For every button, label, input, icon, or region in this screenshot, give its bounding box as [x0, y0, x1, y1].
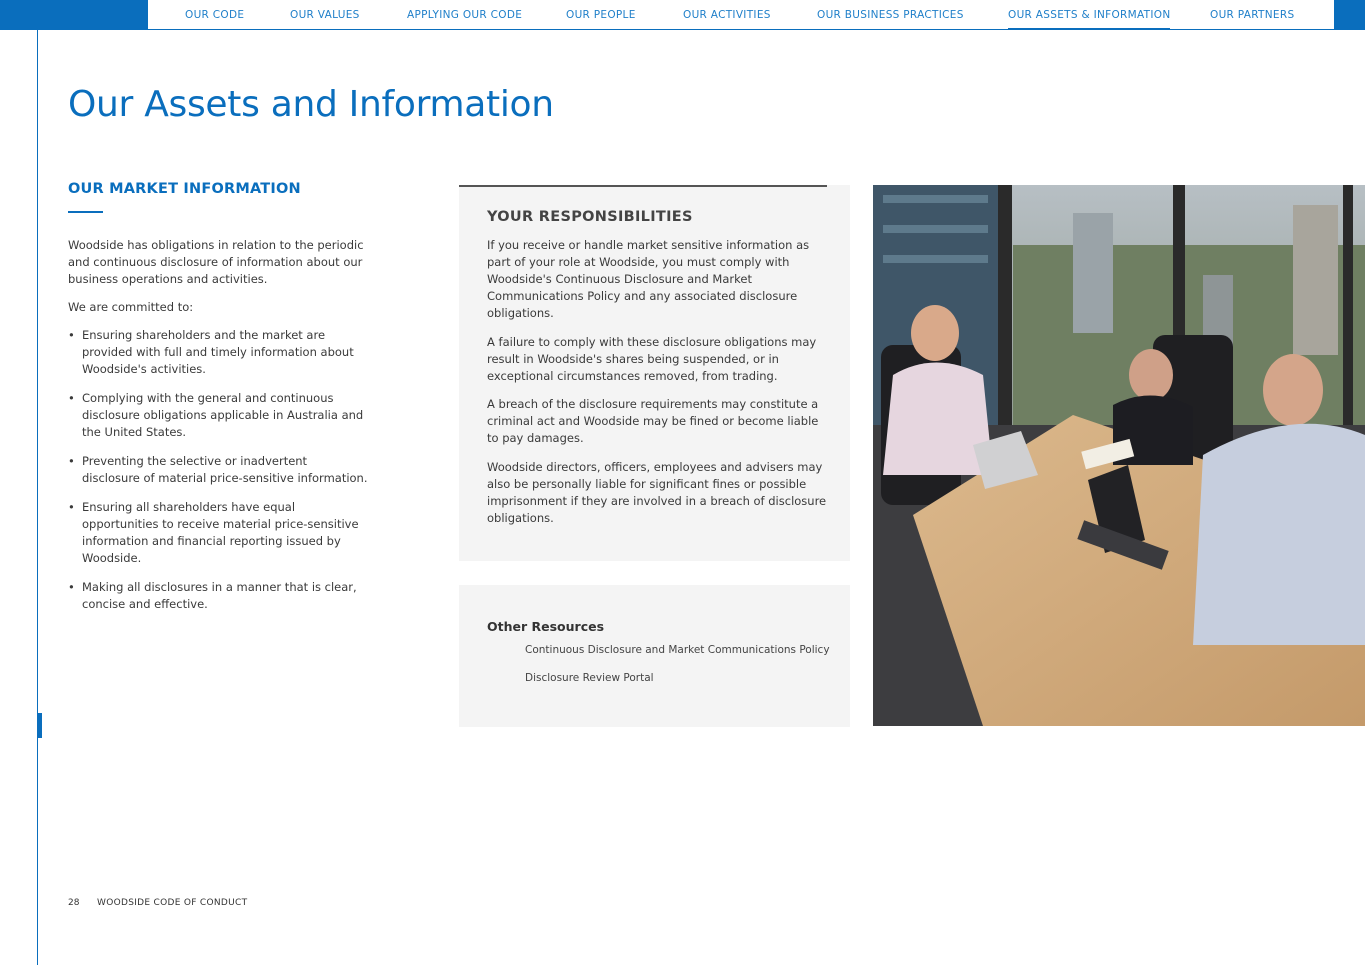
- other-resources-panel: [459, 585, 850, 727]
- bullet-icon: •: [68, 500, 75, 514]
- list-item: • Ensuring shareholders and the market are provided with full and timely information about Woodside's activities.: [68, 328, 354, 376]
- responsibilities-paragraph: A failure to comply with these disclosure obligations may result in Woodside's shares being suspended, or in exceptional circumstances removed, from trading.: [487, 334, 817, 383]
- responsibilities-paragraph: A breach of the disclosure requirements may constitute a criminal act and Woodside may be fined or become liable to pay damages.: [487, 397, 819, 445]
- resource-link-disclosure-portal[interactable]: Disclosure Review Portal: [525, 672, 654, 684]
- list-item: • Preventing the selective or inadvertent disclosure of material price-sensitive information.: [68, 454, 368, 485]
- nav-item-our-code[interactable]: OUR CODE: [185, 9, 245, 21]
- bullet-icon: •: [68, 391, 75, 405]
- bullet-icon: •: [68, 328, 75, 342]
- top-nav: [148, 0, 1334, 30]
- nav-item-applying-our-code[interactable]: APPLYING OUR CODE: [407, 9, 523, 21]
- market-info-body: [68, 237, 368, 625]
- page-title: Our Assets and Information: [68, 84, 554, 125]
- responsibilities-paragraph: Woodside directors, officers, employees and advisers may also be personally liable for significant fines or possible imprisonment if they are involved in a breach of disclosure obligations.: [487, 459, 827, 525]
- responsibilities-body: [487, 237, 832, 538]
- responsibilities-paragraph: If you receive or handle market sensitive information as part of your role at Woodside, you must comply with Woodside's Continuous Disclosure and Market Communications Policy and any associated disclosure obligations.: [487, 238, 810, 320]
- other-resources-heading: Other Resources: [487, 619, 605, 634]
- nav-item-our-activities[interactable]: OUR ACTIVITIES: [683, 9, 771, 21]
- list-item: • Complying with the general and continuous disclosure obligations applicable in Australia and the United States.: [68, 391, 364, 439]
- responsibilities-top-rule: [459, 185, 827, 187]
- document-title: WOODSIDE CODE OF CONDUCT: [97, 898, 248, 908]
- nav-item-our-assets-information[interactable]: OUR ASSETS & INFORMATION: [1008, 9, 1170, 30]
- committed-text: We are committed to:: [68, 300, 194, 314]
- commitment-list: [68, 327, 368, 613]
- nav-left-block: [0, 0, 148, 30]
- page-number: 28: [68, 898, 80, 908]
- nav-item-our-partners[interactable]: OUR PARTNERS: [1210, 9, 1295, 21]
- nav-item-our-business-practices[interactable]: OUR BUSINESS PRACTICES: [817, 9, 964, 21]
- bullet-icon: •: [68, 454, 75, 468]
- list-item: • Ensuring all shareholders have equal opportunities to receive material price-sensitive information and financial reporting issued by Woodside.: [68, 500, 359, 565]
- left-margin-rule: [37, 30, 38, 965]
- nav-item-our-people[interactable]: OUR PEOPLE: [566, 9, 636, 21]
- meeting-photo: [873, 185, 1365, 726]
- heading-underline: [68, 211, 103, 213]
- nav-right-block: [1334, 0, 1365, 30]
- nav-item-our-values[interactable]: OUR VALUES: [290, 9, 360, 21]
- market-info-heading: OUR MARKET INFORMATION: [68, 181, 301, 197]
- page-position-marker: [37, 713, 42, 738]
- bullet-icon: •: [68, 580, 75, 594]
- market-info-intro: Woodside has obligations in relation to the periodic and continuous disclosure of information about our business operations and activities.: [68, 238, 364, 286]
- responsibilities-heading: YOUR RESPONSIBILITIES: [487, 209, 693, 225]
- list-item: • Making all disclosures in a manner that is clear, concise and effective.: [68, 580, 357, 611]
- resource-link-disclosure-policy[interactable]: Continuous Disclosure and Market Communications Policy: [525, 644, 830, 656]
